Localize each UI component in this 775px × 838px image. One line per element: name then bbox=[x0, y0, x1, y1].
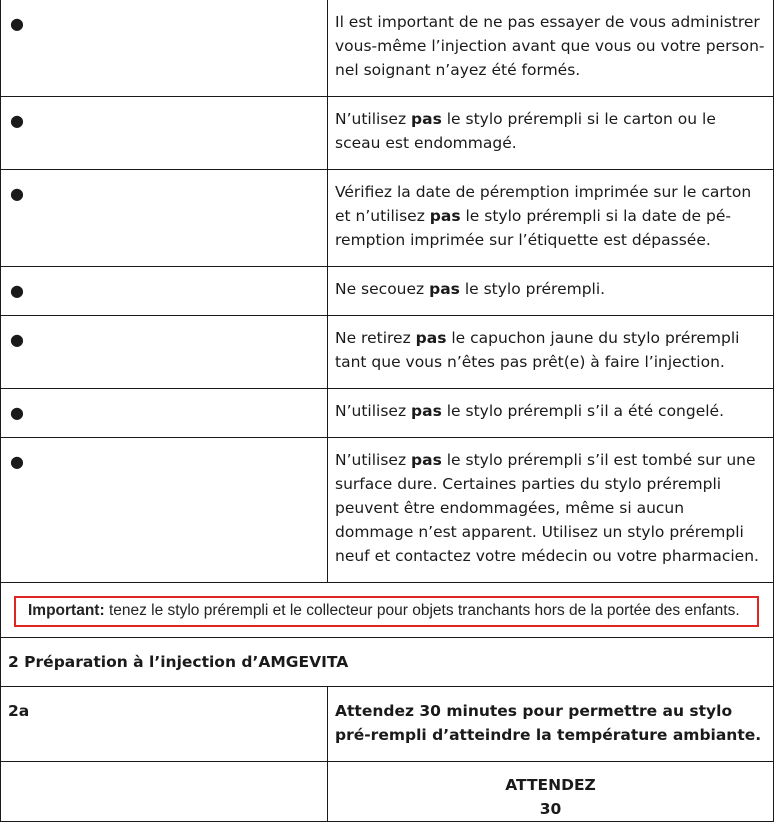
section-title: 2 Préparation à l’injection d’AMGEVITA bbox=[1, 638, 774, 687]
warning-row bbox=[1, 267, 774, 316]
emphasis-text: pas bbox=[429, 207, 461, 225]
warning-text bbox=[328, 316, 774, 389]
bullet-icon: ● bbox=[10, 111, 24, 130]
wait-cell bbox=[328, 762, 774, 822]
emphasis-text: pas bbox=[411, 110, 442, 128]
warning-row bbox=[1, 389, 774, 438]
important-notice bbox=[14, 596, 759, 627]
important-row bbox=[1, 583, 774, 638]
warning-row bbox=[1, 170, 774, 267]
wait-empty-cell bbox=[1, 762, 328, 822]
bullet-cell bbox=[1, 0, 328, 97]
bullet-icon: ● bbox=[10, 452, 24, 471]
bullet-icon: ● bbox=[10, 330, 24, 349]
bullet-cell bbox=[1, 316, 328, 389]
wait-label: ATTENDEZ bbox=[505, 776, 596, 794]
bullet-cell bbox=[1, 267, 328, 316]
warning-row bbox=[1, 316, 774, 389]
important-label: Important: bbox=[28, 602, 105, 619]
text-run: Il est important de ne pas essayer de vous administrer vous-même l’injection avant que vous ou votre person-nel soignant n’ayez été formés. bbox=[335, 13, 765, 79]
text-run: le stylo prérempli si la date de pé-remption imprimée sur l’étiquette est dépassée. bbox=[335, 207, 731, 249]
text-run: le stylo prérempli si le carton ou le sceau est endommagé. bbox=[335, 110, 716, 152]
warning-text bbox=[328, 97, 774, 170]
text-run: N’utilisez bbox=[335, 451, 412, 469]
wait-value: 30 bbox=[539, 800, 562, 818]
bullet-cell bbox=[1, 97, 328, 170]
step-id: 2a bbox=[1, 687, 328, 762]
text-run: Ne secouez bbox=[335, 280, 430, 298]
text-run: N’utilisez bbox=[335, 110, 412, 128]
text-run: le capuchon jaune du stylo prérempli tant que vous n’êtes pas prêt(e) à faire l’injection. bbox=[335, 329, 740, 371]
warning-row bbox=[1, 97, 774, 170]
text-run: le stylo prérempli s’il est tombé sur une surface dure. Certaines parties du stylo prérempli peuvent être endommagées, même si aucun dommage n’est apparent. Utilisez un stylo prérempli neuf et contactez votre médecin ou votre pharmacien. bbox=[335, 451, 759, 565]
emphasis-text: pas bbox=[429, 280, 460, 298]
text-run: le stylo prérempli s’il a été congelé. bbox=[441, 402, 725, 420]
emphasis-text: pas bbox=[411, 402, 442, 420]
bullet-icon: ● bbox=[10, 184, 24, 203]
bullet-cell bbox=[1, 389, 328, 438]
warning-row bbox=[1, 0, 774, 97]
bullet-icon: ● bbox=[10, 281, 24, 300]
text-run: le stylo prérempli. bbox=[459, 280, 606, 298]
step-text: Attendez 30 minutes pour permettre au stylo pré-rempli d’atteindre la température ambiante. bbox=[328, 687, 774, 762]
warning-text bbox=[328, 438, 774, 583]
warning-rows bbox=[1, 0, 774, 583]
important-text: tenez le stylo prérempli et le collecteur pour objets tranchants hors de la portée des enfants. bbox=[104, 602, 740, 619]
bullet-icon: ● bbox=[10, 403, 24, 422]
text-run: Ne retirez bbox=[335, 329, 416, 347]
bullet-icon: ● bbox=[10, 14, 24, 33]
section-row bbox=[1, 638, 774, 687]
emphasis-text: pas bbox=[415, 329, 447, 347]
emphasis-text: pas bbox=[411, 451, 442, 469]
important-cell bbox=[1, 583, 774, 638]
bullet-cell bbox=[1, 170, 328, 267]
warning-text bbox=[328, 0, 774, 97]
step-row bbox=[1, 687, 774, 762]
wait-row bbox=[1, 762, 774, 822]
warning-row bbox=[1, 438, 774, 583]
warning-text bbox=[328, 267, 774, 316]
warning-text bbox=[328, 170, 774, 267]
text-run: Vérifiez la date de péremption imprimée sur le carton et n’utilisez bbox=[335, 183, 752, 225]
text-run: N’utilisez bbox=[335, 402, 412, 420]
warning-text bbox=[328, 389, 774, 438]
bullet-cell bbox=[1, 438, 328, 583]
